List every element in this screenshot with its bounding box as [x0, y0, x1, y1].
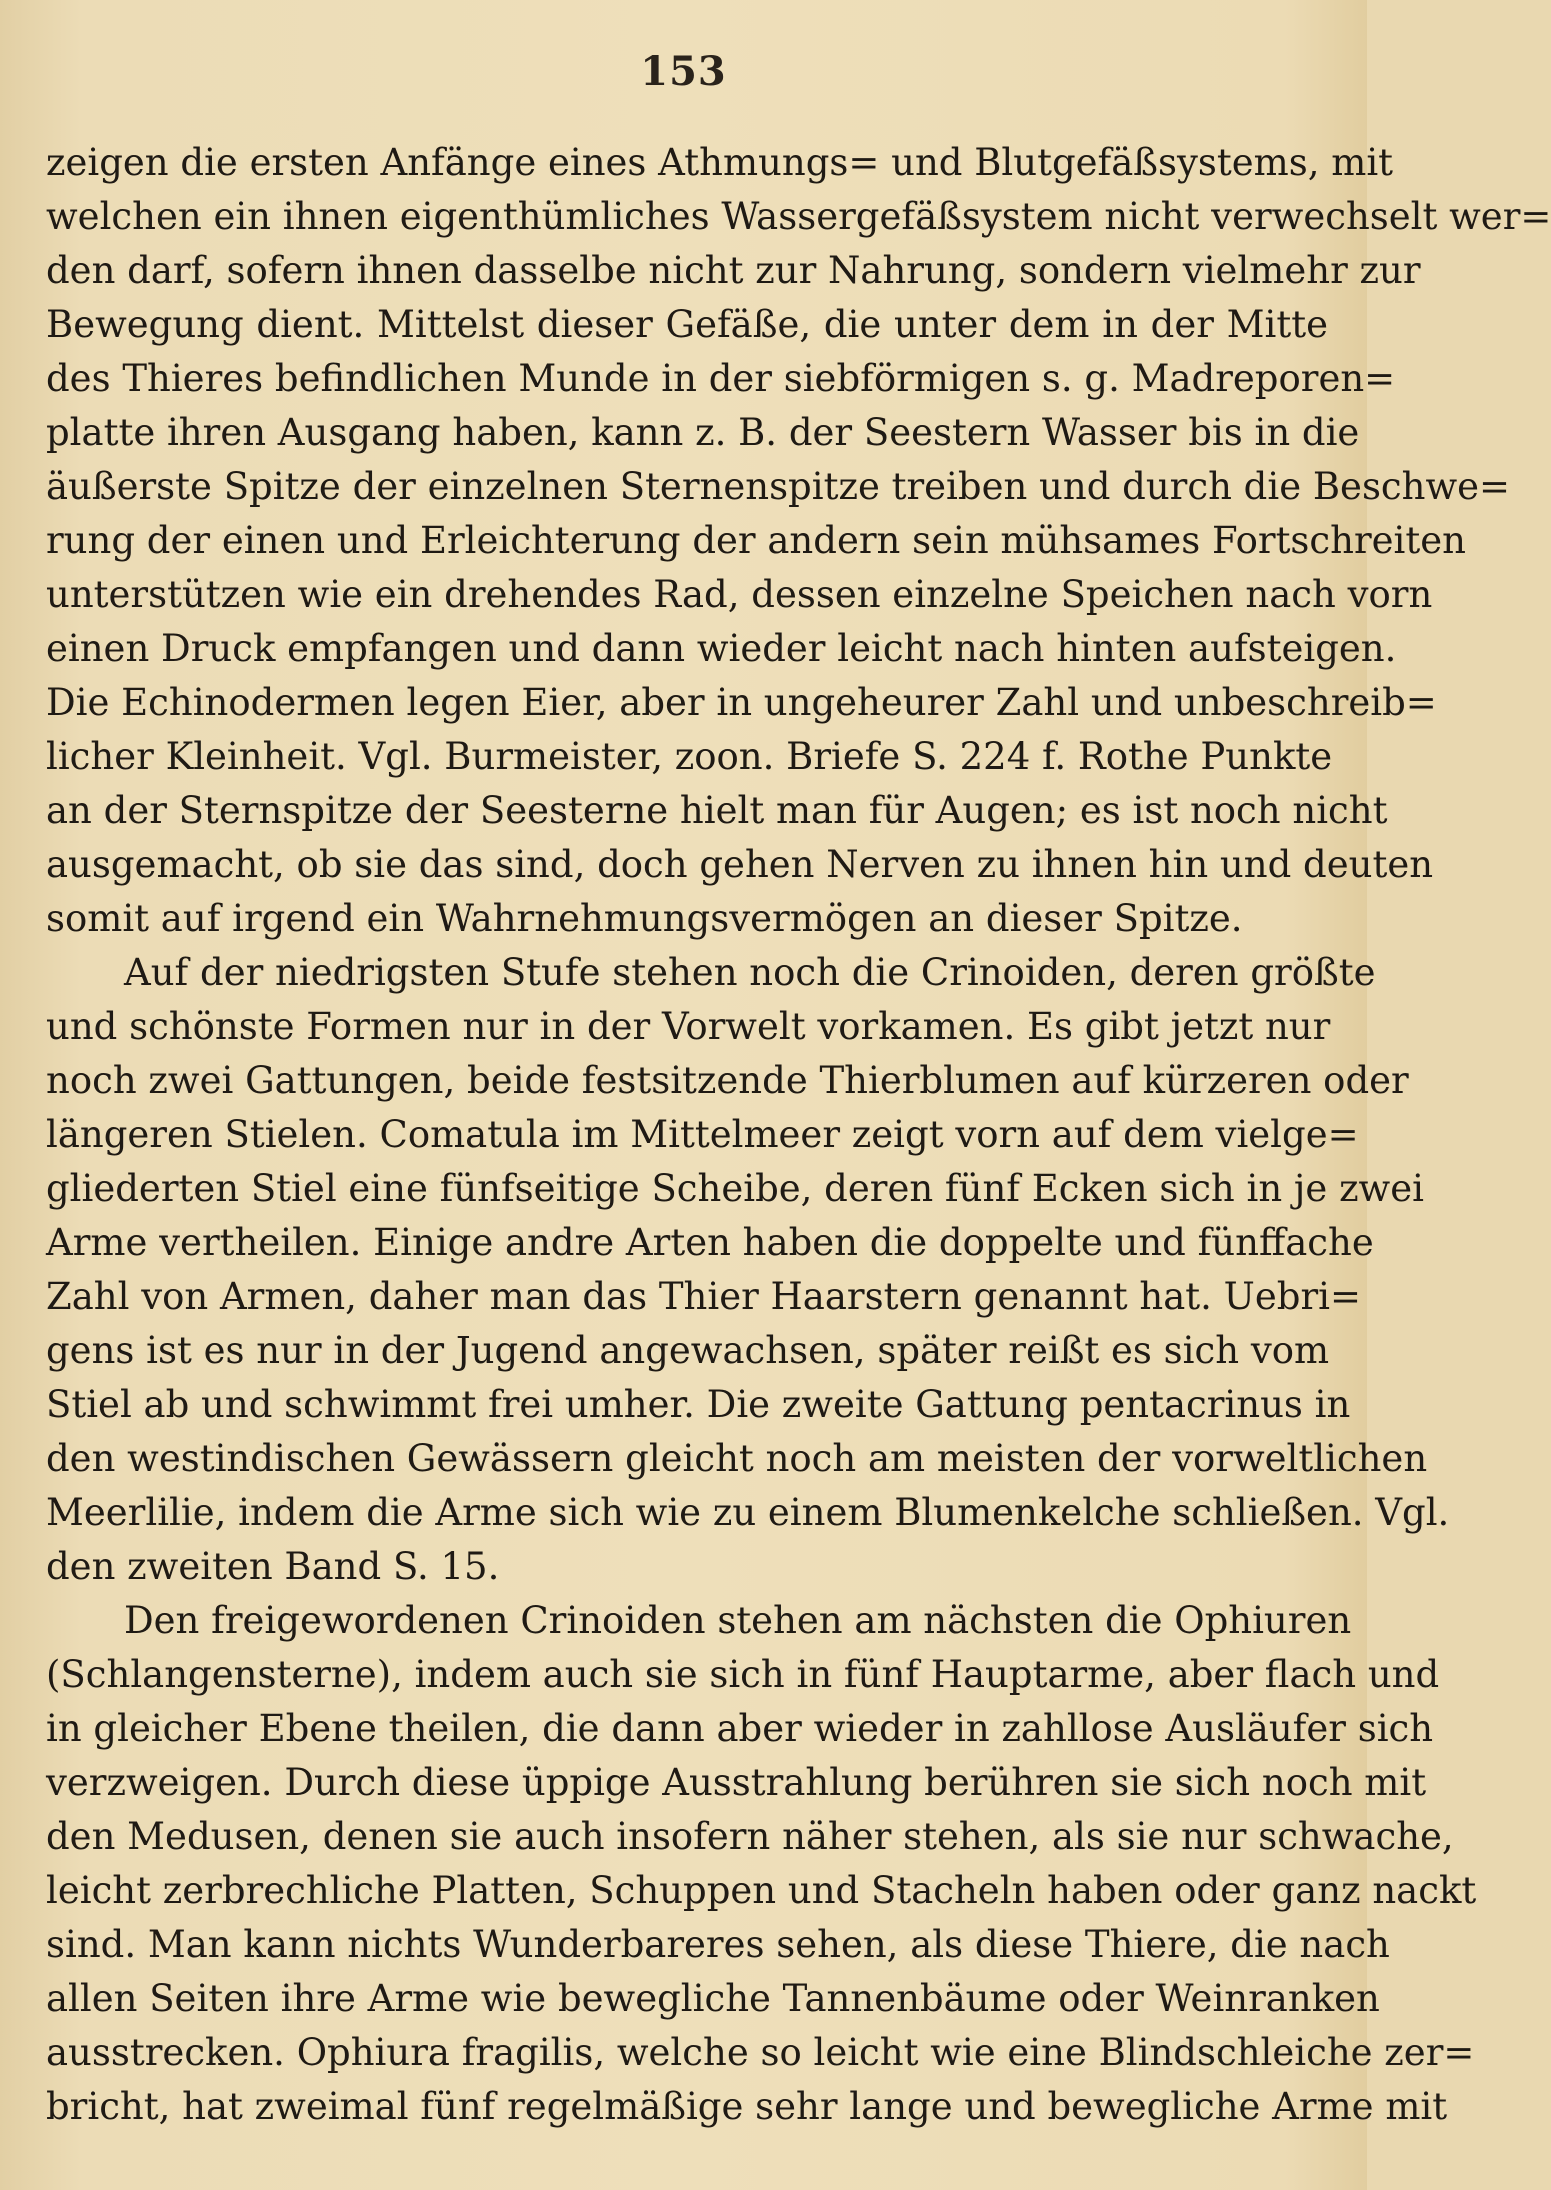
- text-line: platte ihren Ausgang haben, kann z. B. der Seestern Wasser bis in die: [46, 411, 1360, 454]
- text-line: bricht, hat zweimal fünf regelmäßige sehr lange und bewegliche Arme mit: [46, 2085, 1448, 2128]
- text-line: (Schlangensterne), indem auch sie sich in fünf Hauptarme, aber flach und: [46, 1653, 1440, 1696]
- paragraph-2: [46, 946, 1450, 1594]
- text-line: Zahl von Armen, daher man das Thier Haarstern genannt hat. Uebri=: [46, 1275, 1361, 1318]
- text-line: den darf, sofern ihnen dasselbe nicht zur Nahrung, sondern vielmehr zur: [46, 249, 1421, 292]
- text-line: leicht zerbrechliche Platten, Schuppen und Stacheln haben oder ganz nackt: [46, 1869, 1477, 1912]
- text-line: einen Druck empfangen und dann wieder leicht nach hinten aufsteigen.: [46, 627, 1397, 670]
- text-line: licher Kleinheit. Vgl. Burmeister, zoon. Briefe S. 224 f. Rothe Punkte: [46, 735, 1333, 778]
- text-line: Den freigewordenen Crinoiden stehen am nächsten die Ophiuren: [124, 1599, 1352, 1642]
- text-line: an der Sternspitze der Seesterne hielt man für Augen; es ist noch nicht: [46, 789, 1388, 832]
- text-line: Meerlilie, indem die Arme sich wie zu einem Blumenkelche schließen. Vgl.: [46, 1491, 1450, 1534]
- text-line: Bewegung dient. Mittelst dieser Gefäße, die unter dem in der Mitte: [46, 303, 1328, 346]
- text-line: sind. Man kann nichts Wunderbareres sehen, als diese Thiere, die nach: [46, 1923, 1390, 1966]
- text-line: ausstrecken. Ophiura fragilis, welche so leicht wie eine Blindschleiche zer=: [46, 2031, 1475, 2074]
- text-line: den zweiten Band S. 15.: [46, 1545, 500, 1588]
- text-line: welchen ein ihnen eigenthümliches Wassergefäßsystem nicht verwechselt wer=: [46, 195, 1551, 238]
- text-line: Stiel ab und schwimmt frei umher. Die zweite Gattung pentacrinus in: [46, 1383, 1351, 1426]
- text-line: Die Echinodermen legen Eier, aber in ungeheurer Zahl und unbeschreib=: [46, 681, 1437, 724]
- text-line: allen Seiten ihre Arme wie bewegliche Tannenbäume oder Weinranken: [46, 1977, 1380, 2020]
- text-line: längeren Stielen. Comatula im Mittelmeer zeigt vorn auf dem vielge=: [46, 1113, 1359, 1156]
- text-line: ausgemacht, ob sie das sind, doch gehen Nerven zu ihnen hin und deuten: [46, 843, 1434, 886]
- text-line: gliederten Stiel eine fünfseitige Scheibe, deren fünf Ecken sich in je zwei: [46, 1167, 1424, 1210]
- text-line: noch zwei Gattungen, beide festsitzende Thierblumen auf kürzeren oder: [46, 1059, 1409, 1102]
- text-line: Auf der niedrigsten Stufe stehen noch die Crinoiden, deren größte: [124, 951, 1376, 994]
- text-line: den Medusen, denen sie auch insofern näher stehen, als sie nur schwache,: [46, 1815, 1454, 1858]
- text-line: gens ist es nur in der Jugend angewachsen, später reißt es sich vom: [46, 1329, 1330, 1372]
- text-line: somit auf irgend ein Wahrnehmungsvermögen an dieser Spitze.: [46, 897, 1243, 940]
- text-line: zeigen die ersten Anfänge eines Athmungs= und Blutgefäßsystems, mit: [46, 141, 1394, 184]
- text-line: verzweigen. Durch diese üppige Ausstrahlung berühren sie sich noch mit: [46, 1761, 1427, 1804]
- text-line: Arme vertheilen. Einige andre Arten haben die doppelte und fünffache: [46, 1221, 1374, 1264]
- text-line: unterstützen wie ein drehendes Rad, dessen einzelne Speichen nach vorn: [46, 573, 1433, 616]
- paragraph-3: [46, 1594, 1477, 2134]
- body-text: [46, 136, 1551, 2134]
- text-line: rung der einen und Erleichterung der andern sein mühsames Fortschreiten: [46, 519, 1466, 562]
- text-line: äußerste Spitze der einzelnen Sternenspitze treiben und durch die Beschwe=: [46, 465, 1511, 508]
- text-line: des Thieres befindlichen Munde in der siebförmigen s. g. Madreporen=: [46, 357, 1396, 400]
- paragraph-1: [46, 136, 1551, 946]
- page-number: 153: [640, 48, 727, 95]
- text-line: und schönste Formen nur in der Vorwelt vorkamen. Es gibt jetzt nur: [46, 1005, 1331, 1048]
- text-line: in gleicher Ebene theilen, die dann aber wieder in zahllose Ausläufer sich: [46, 1707, 1434, 1750]
- text-line: den westindischen Gewässern gleicht noch am meisten der vorweltlichen: [46, 1437, 1428, 1480]
